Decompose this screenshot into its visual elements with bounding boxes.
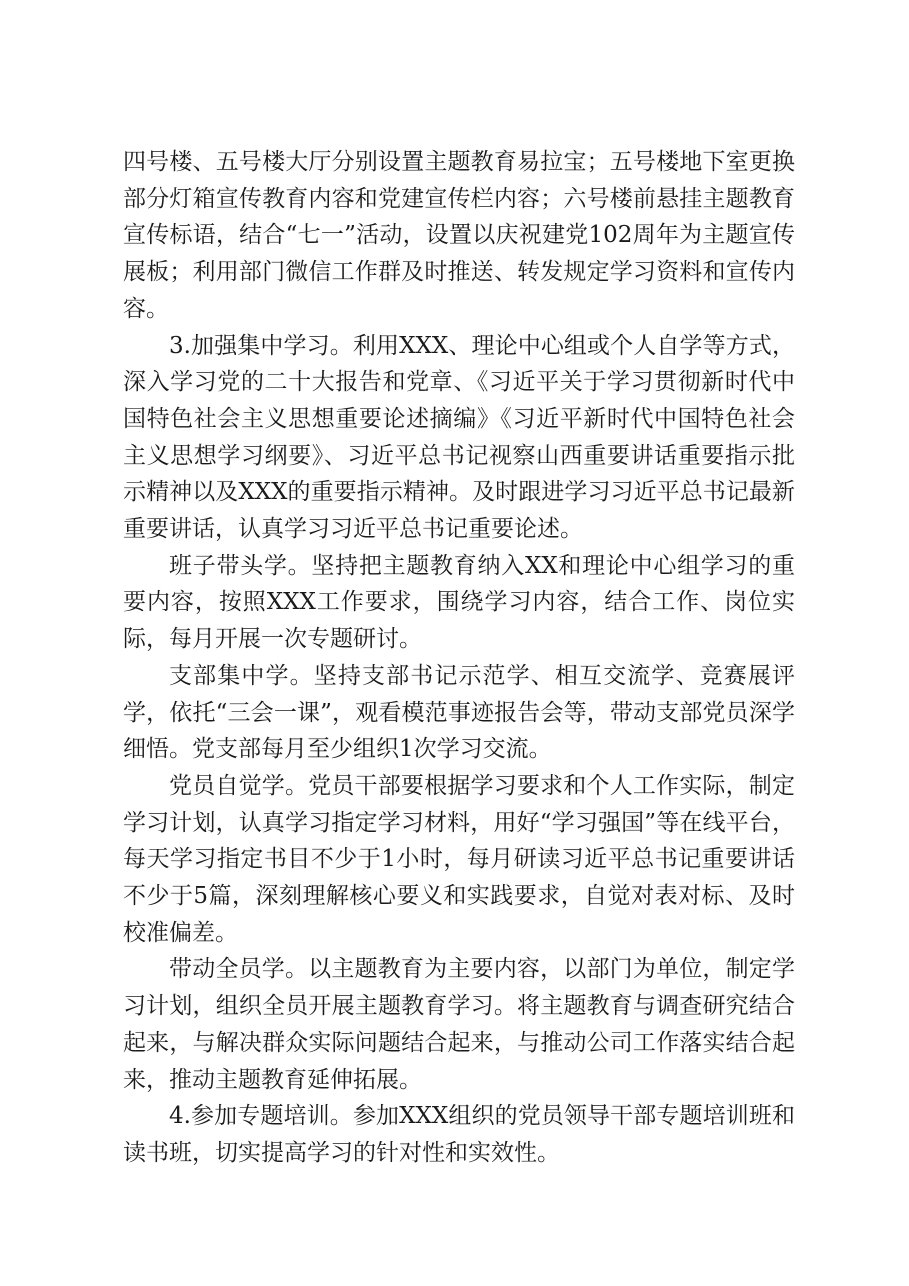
paragraph-branch-study: 支部集中学。坚持支部书记示范学、相互交流学、竞赛展评学，依托“三会一课”，观看模范事迹报告会等，带动支部党员深学细悟。党支部每月至少组织1次学习交流。: [123, 662, 795, 763]
paragraph-special-training: 4.参加专题培训。参加XXX组织的党员领导干部专题培训班和读书班，切实提高学习的针对性和实效性。: [123, 1103, 795, 1166]
paragraph-publicity-facilities: 四号楼、五号楼大厅分别设置主题教育易拉宝；五号楼地下室更换部分灯箱宣传教育内容和党建宣传栏内容；六号楼前悬挂主题教育宣传标语，结合“七一”活动，设置以庆祝建党102周年为主题宣传展板；利用部门微信工作群及时推送、转发规定学习资料和宣传内容。: [123, 149, 795, 322]
paragraph-all-staff-study: 带动全员学。以主题教育为主要内容，以部门为单位，制定学习计划，组织全员开展主题教育学习。将主题教育与调查研究结合起来，与解决群众实际问题结合起来，与推动公司工作落实结合起来，推动主题教育延伸拓展。: [123, 956, 795, 1093]
document-body: [123, 144, 795, 1172]
paragraph-leadership-study: 班子带头学。坚持把主题教育纳入XX和理论中心组学习的重要内容，按照XXX工作要求，围绕学习内容，结合工作、岗位实际，每月开展一次专题研讨。: [123, 552, 795, 653]
paragraph-concentrated-study: 3.加强集中学习。利用XXX、理论中心组或个人自学等方式，深入学习党的二十大报告和党章、《习近平关于学习贯彻新时代中国特色社会主义思想重要论述摘编》《习近平新时代中国特色社会主义思想学习纲要》、习近平总书记视察山西重要讲话重要指示批示精神以及XXX的重要指示精神。及时跟进学习习近平总书记最新重要讲话，认真学习习近平总书记重要论述。: [123, 332, 795, 543]
paragraph-self-study: 党员自觉学。党员干部要根据学习要求和个人工作实际，制定学习计划，认真学习指定学习材料，用好“学习强国”等在线平台，每天学习指定书目不少于1小时，每月研读习近平总书记重要讲话不少于5篇，深刻理解核心要义和实践要求，自觉对表对标、及时校准偏差。: [123, 772, 795, 946]
